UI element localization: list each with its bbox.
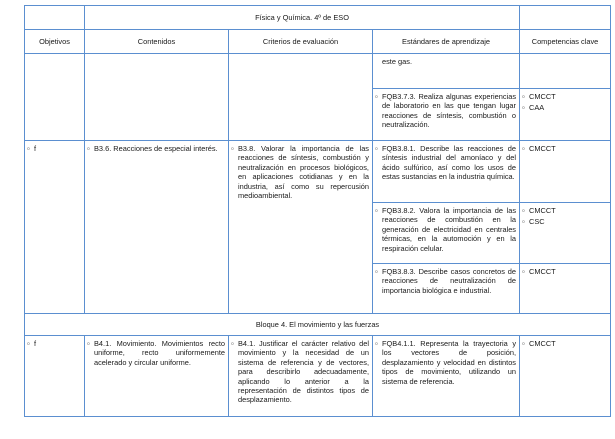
standard-fqb381 [373, 141, 520, 203]
objetivo-label: f [34, 144, 37, 153]
competencia-label: CSC [529, 217, 545, 227]
objetivo-cell [25, 336, 85, 417]
criterio-cell [229, 336, 373, 417]
header-competencias: Competencias clave [520, 30, 611, 54]
criterio-text: B4.1. Justificar el carácter relativo del movimiento y la necesidad de un sistema de referencia y de vectores, para describirlo adecuadamente, aplicando lo anterior a la representación de distintos tipos de desplazamiento. [238, 339, 369, 405]
header-estandares: Estándares de aprendizaje [373, 30, 520, 54]
criterio-text: B3.8. Valorar la importancia de las reacciones de síntesis, combustión y neutralización en procesos biológicos, en aplicaciones cotidianas y en la industria, así como su repercusión medioambiental. [238, 144, 369, 201]
empty-title-cell [520, 6, 611, 30]
bullet-icon: ▫ [522, 339, 525, 348]
standard-text: FQB3.8.1. Describe las reacciones de síntesis industrial del amoníaco y del ácido sulfúrico, así como los usos de estas sustancias en la industria química. [382, 144, 517, 182]
standard-text: FQB3.8.3. Describe casos concretos de reacciones de neutralización de importancia biológica e industrial. [382, 267, 517, 295]
bullet-icon: ▫ [87, 339, 90, 348]
contenido-cell [85, 141, 229, 314]
curriculum-table [24, 5, 611, 417]
contenido-text: B3.6. Reacciones de especial interés. [94, 144, 218, 153]
bullet-icon: ▫ [87, 144, 90, 153]
criterio-cell [229, 141, 373, 314]
competencia-label: CMCCT [529, 206, 556, 215]
standard-fqb382 [373, 203, 520, 264]
standard-text: FQB3.8.2. Valora la importancia de las reacciones de combustión en la generación de electricidad en centrales térmicas, en la automoción y en la respiración celular. [382, 206, 517, 253]
standard-fqb373 [373, 89, 520, 141]
bullet-icon: ▫ [27, 339, 30, 348]
competencias-fqb373 [520, 89, 611, 141]
contenido-text: B4.1. Movimiento. Movimientos recto uniforme, recto uniformemente acelerado y circular uniforme. [94, 339, 225, 367]
bullet-icon: ▫ [522, 103, 525, 113]
header-contenidos: Contenidos [85, 30, 229, 54]
bullet-icon: ▫ [375, 92, 378, 101]
bullet-icon: ▫ [231, 339, 234, 348]
objetivo-cell-empty [25, 54, 85, 141]
criterio-cell-empty [229, 54, 373, 141]
header-objetivos: Objetivos [25, 30, 85, 54]
standard-continued-text: este gas. [382, 57, 412, 66]
objetivo-cell [25, 141, 85, 314]
competencia-label: CAA [529, 103, 545, 113]
competencias-fqb381 [520, 141, 611, 203]
competencia-label: CMCCT [529, 144, 556, 153]
competencias-fqb383 [520, 264, 611, 314]
bullet-icon: ▫ [375, 339, 378, 348]
bullet-icon: ▫ [231, 144, 234, 153]
block-heading: Bloque 4. El movimiento y las fuerzas [25, 314, 611, 336]
page-title: Física y Química. 4º de ESO [85, 6, 520, 30]
competencia-label: CMCCT [529, 267, 556, 276]
bullet-icon: ▫ [27, 144, 30, 153]
empty-corner-cell [25, 6, 85, 30]
bullet-icon: ▫ [522, 217, 525, 227]
contenido-cell-empty [85, 54, 229, 141]
header-criterios: Criterios de evaluación [229, 30, 373, 54]
competencia-label: CMCCT [529, 339, 556, 348]
objetivo-label: f [34, 339, 37, 348]
bullet-icon: ▫ [522, 144, 525, 153]
standard-text: FQB4.1.1. Representa la trayectoria y los vectores de posición, desplazamiento y velocidad en distintos tipos de movimiento, utilizando un sistema de referencia. [382, 339, 517, 386]
bullet-icon: ▫ [522, 267, 525, 276]
bullet-icon: ▫ [522, 206, 525, 215]
competencias-fqb411 [520, 336, 611, 417]
standard-fqb411 [373, 336, 520, 417]
contenido-cell [85, 336, 229, 417]
bullet-icon: ▫ [375, 267, 378, 276]
bullet-icon: ▫ [375, 144, 378, 153]
competencia-label: CMCCT [529, 92, 556, 101]
standard-continued [373, 54, 520, 89]
standard-fqb383 [373, 264, 520, 314]
bullet-icon: ▫ [522, 92, 525, 101]
competencias-fqb382 [520, 203, 611, 264]
competencias-cell-empty [520, 54, 611, 89]
standard-text: FQB3.7.3. Realiza algunas experiencias de laboratorio en las que tengan lugar reacciones de síntesis, combustión o neutralización. [382, 92, 517, 130]
bullet-icon: ▫ [375, 206, 378, 215]
